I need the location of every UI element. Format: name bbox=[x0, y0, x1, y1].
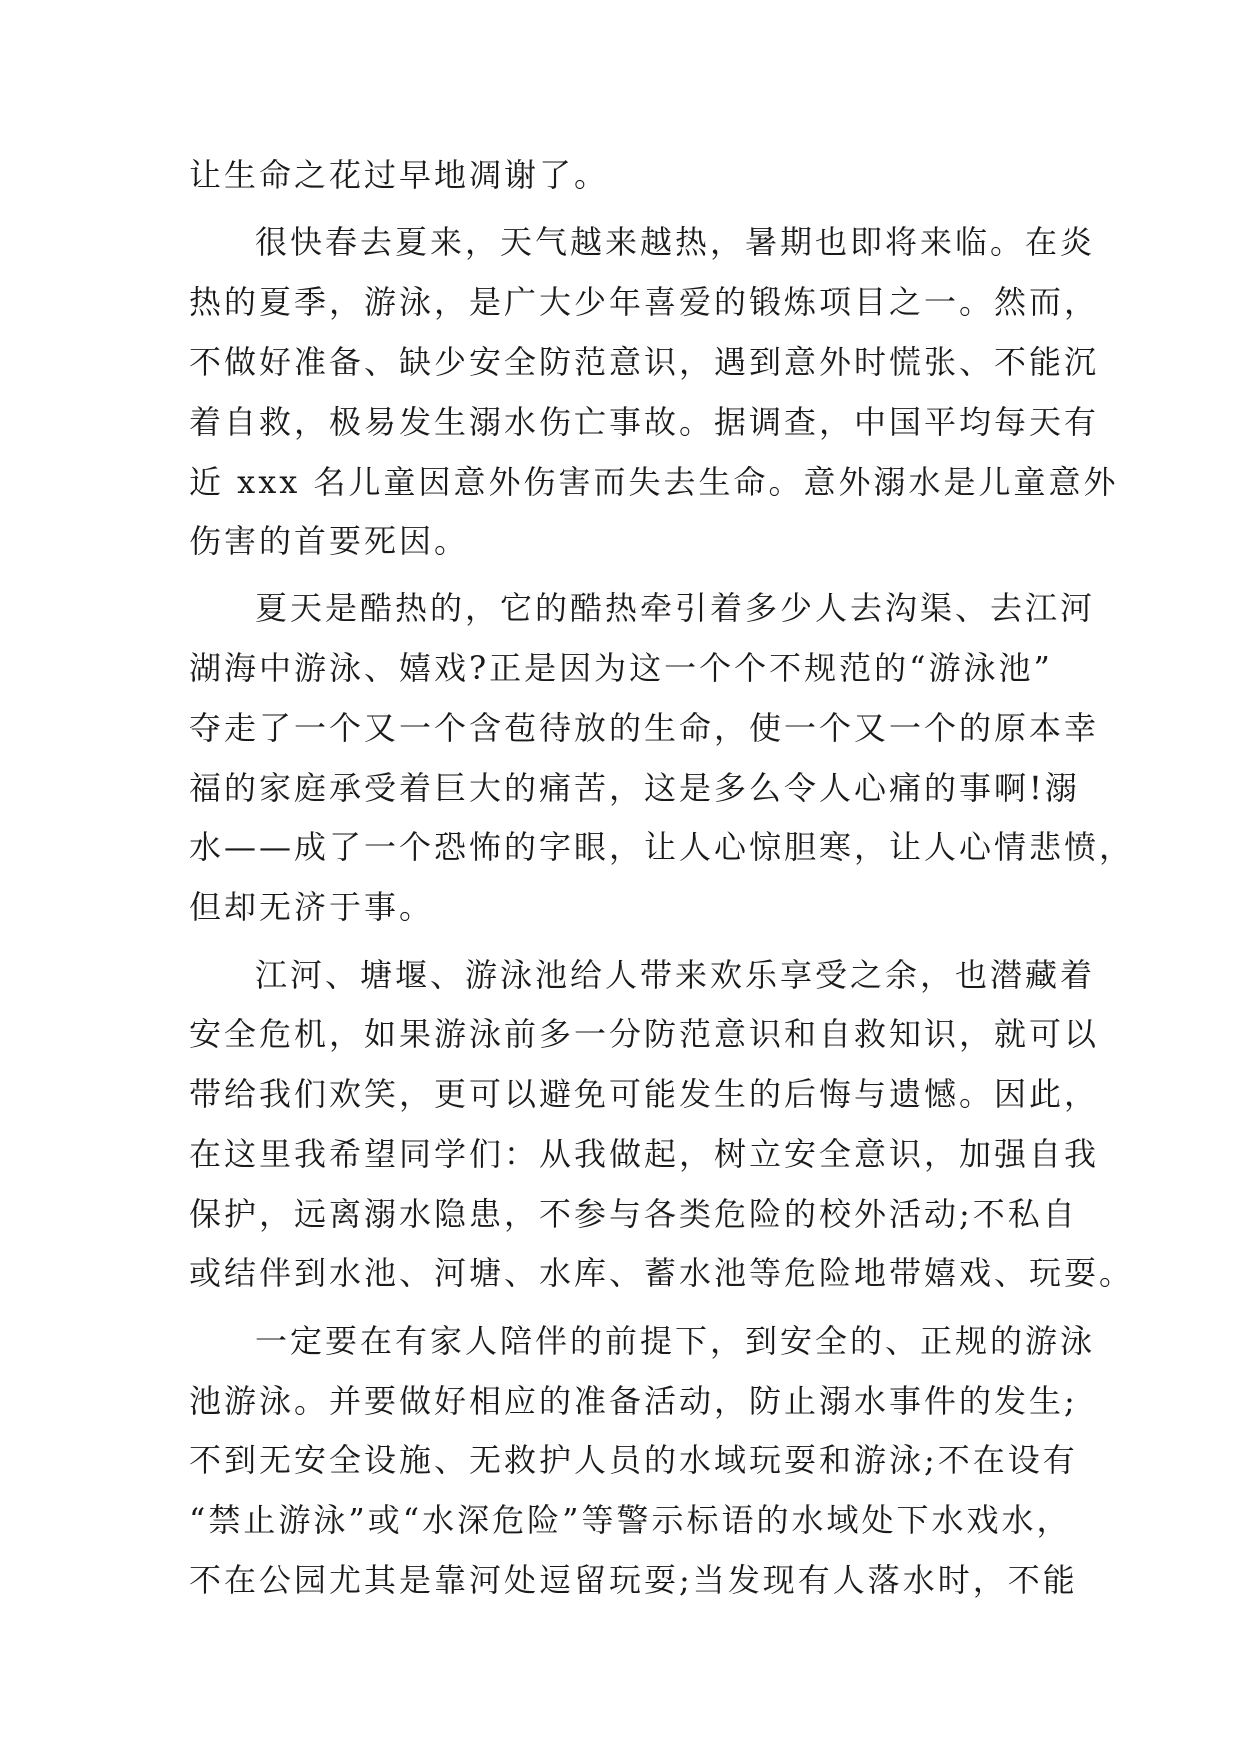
text-line: 福的家庭承受着巨大的痛苦，这是多么令人心痛的事啊!溺 bbox=[189, 769, 1080, 807]
text-line: 不做好准备、缺少安全防范意识，遇到意外时慌张、不能沉 bbox=[189, 343, 1100, 381]
paragraph-first-line: 很快春去夏来，天气越来越热，暑期也即将来临。在炎 bbox=[255, 223, 1096, 261]
text-line: 热的夏季，游泳，是广大少年喜爱的锻炼项目之一。然而， bbox=[189, 283, 1100, 321]
text-line: 伤害的首要死因。 bbox=[189, 522, 470, 560]
paragraph-first-line: 夏天是酷热的，它的酷热牵引着多少人去沟渠、去江河 bbox=[255, 589, 1096, 627]
text-line: 水——成了一个恐怖的字眼，让人心惊胆寒，让人心情悲愤， bbox=[189, 828, 1135, 866]
paragraph-first-line: 江河、塘堰、游泳池给人带来欢乐享受之余，也潜藏着 bbox=[255, 956, 1096, 994]
text-line: 或结伴到水池、河塘、水库、蓄水池等危险地带嬉戏、玩耍。 bbox=[189, 1254, 1135, 1292]
text-line: 着自救，极易发生溺水伤亡事故。据调查，中国平均每天有 bbox=[189, 403, 1100, 441]
text-line: 带给我们欢笑，更可以避免可能发生的后悔与遗憾。因此， bbox=[189, 1075, 1100, 1113]
text-line: 不到无安全设施、无救护人员的水域玩耍和游泳;不在设有 bbox=[189, 1441, 1078, 1479]
text-line: 近 xxx 名儿童因意外伤害而失去生命。意外溺水是儿童意外 bbox=[189, 463, 1119, 501]
text-line: 保护，远离溺水隐患，不参与各类危险的校外活动;不私自 bbox=[189, 1195, 1078, 1233]
text-line: 在这里我希望同学们：从我做起，树立安全意识，加强自我 bbox=[189, 1135, 1100, 1173]
text-line: 不在公园尤其是靠河处逗留玩耍;当发现有人落水时，不能 bbox=[189, 1561, 1078, 1599]
text-line: “禁止游泳”或“水深危险”等警示标语的水域处下水戏水， bbox=[189, 1501, 1072, 1539]
text-line: 安全危机，如果游泳前多一分防范意识和自救知识，就可以 bbox=[189, 1015, 1100, 1053]
text-line: 让生命之花过早地凋谢了。 bbox=[189, 156, 610, 194]
text-line: 池游泳。并要做好相应的准备活动，防止溺水事件的发生; bbox=[189, 1382, 1078, 1420]
text-line: 但却无济于事。 bbox=[189, 888, 435, 926]
text-line: 夺走了一个又一个含苞待放的生命，使一个又一个的原本幸 bbox=[189, 709, 1100, 747]
text-line: 湖海中游泳、嬉戏?正是因为这一个个不规范的“游泳池” bbox=[189, 649, 1053, 687]
paragraph-first-line: 一定要在有家人陪伴的前提下，到安全的、正规的游泳 bbox=[255, 1322, 1096, 1360]
